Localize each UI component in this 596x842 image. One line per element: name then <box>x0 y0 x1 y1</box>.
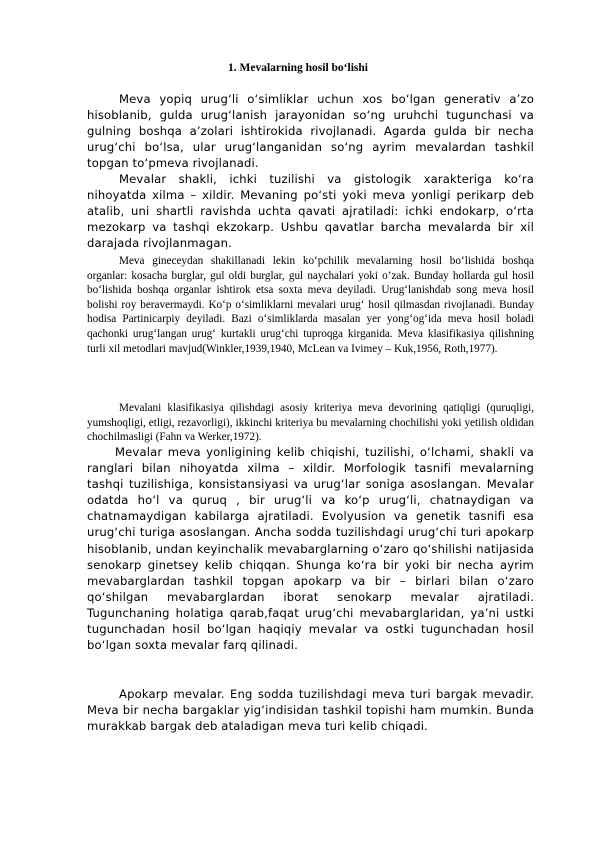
paragraph-4: Mevalani klasifikasiya qilishdagi asosiy kriteriya meva devorining qatiqligi (quruqligi, yumshoqligi, etligi, rezavorligi), ikkinchi kriteriya bu mevalarning chochilishi yoki yetilish oldidan chochilmasligi (Fahn va Werker,1972). <box>87 402 534 444</box>
paragraph-3: Meva gineceydan shakillanadi lekin ko‘pchilik mevalarning hosil bo‘lishida boshqa organlar: kosacha burglar, gul oldi burglar, gul naychalari yoki o’zak. Bunday hollarda gul hosil bo‘lishida boshqa organlar ishtirok etsa soxta meva deyiladi. Urug‘lanishdab song meva hosil bolishi roy beravermaydi. Ko‘p o‘simliklarni mevalari urug‘ hosil qilmasdan rivojlanadi. Bunday hodisa Partinicarpiy deyiladi. Bazi o‘simliklarda masalan yer yong‘og‘ida meva hosil boladi qachonki urug‘langan urug‘ kurtakli urug‘chi tuproqga kirganida. Meva klasifikasiya qilishning turli xil metodlari mavjud(Winkler,1939,1940, McLean va Ivimey – Kuk,1956, Roth,1977). <box>87 255 534 355</box>
section-heading: 1. Mevalarning hosil bo‘lishi <box>228 62 368 74</box>
paragraph-5: Mevalar meva yonligining kelib chiqishi, tuzilishi, o‘lchami, shakli va ranglari bilan nihoyatda xilma – xildir. Morfologik tasnifi mevalarning tashqi tuzilishiga, konsistansiyasi va urug‘lar soniga asoslangan. Mevalar odatda ho‘l va quruq , bir urug‘li va ko‘p urug‘li, chatnaydigan va chatnamaydigan kabilarga ajratiladi. Evolyusion va genetik tasnifi esa urug‘chi turiga asoslangan. Ancha sodda tuzilishdagi urug‘chi turi apokarp hisoblanib, undan keyinchalik mevabarglarning o‘zaro qo‘shilishi natijasida senokarp ginetsey kelib chiqqan. Shunga ko‘ra bir yoki bir necha ayrim mevabarglardan tashkil topgan apokarp va bir – birlari bilan o‘zaro qo‘shilgan mevabarglardan iborat senokarp mevalar ajratiladi. Tugunchaning holatiga qarab,faqat urug‘chi mevabarglaridan, ya’ni ustki tugunchadan hosil bo‘lgan haqiqiy mevalar va ostki tugunchadan hosil bo‘lgan soxta mevalar farq qilinadi. <box>87 445 534 653</box>
paragraph-6: Apokarp mevalar. Eng sodda tuzilishdagi meva turi bargak mevadir. Meva bir necha bargaklar yig‘indisidan tashkil topishi ham mumkin. Bunda murakkab bargak deb ataladigan meva turi kelib chiqadi. <box>87 687 534 734</box>
paragraph-1: Meva yopiq urug‘li o‘simliklar uchun xos bo‘lgan generativ a’zo hisoblanib, gulda urug‘lanish jarayonidan so‘ng uruhchi tugunchasi va gulning boshqa a’zolari ishtirokida rivojlanadi. Agarda gulda bir necha urug‘chi bo‘lsa, ular urug‘langanidan so‘ng ayrim mevalardan tashkil topgan to‘pmeva rivojlanadi. <box>87 92 534 171</box>
paragraph-2: Mevalar shakli, ichki tuzilishi va gistologik xarakteriga ko‘ra nihoyatda xilma – xildir. Mevaning po‘sti yoki meva yonligi perikarp deb atalib, uni shartli ravishda uchta qavati ajratiladi: ichki endokarp, o‘rta mezokarp va tashqi ekzokarp. Ushbu qavatlar barcha mevalarda bir xil darajada rivojlanmagan. <box>87 172 534 251</box>
